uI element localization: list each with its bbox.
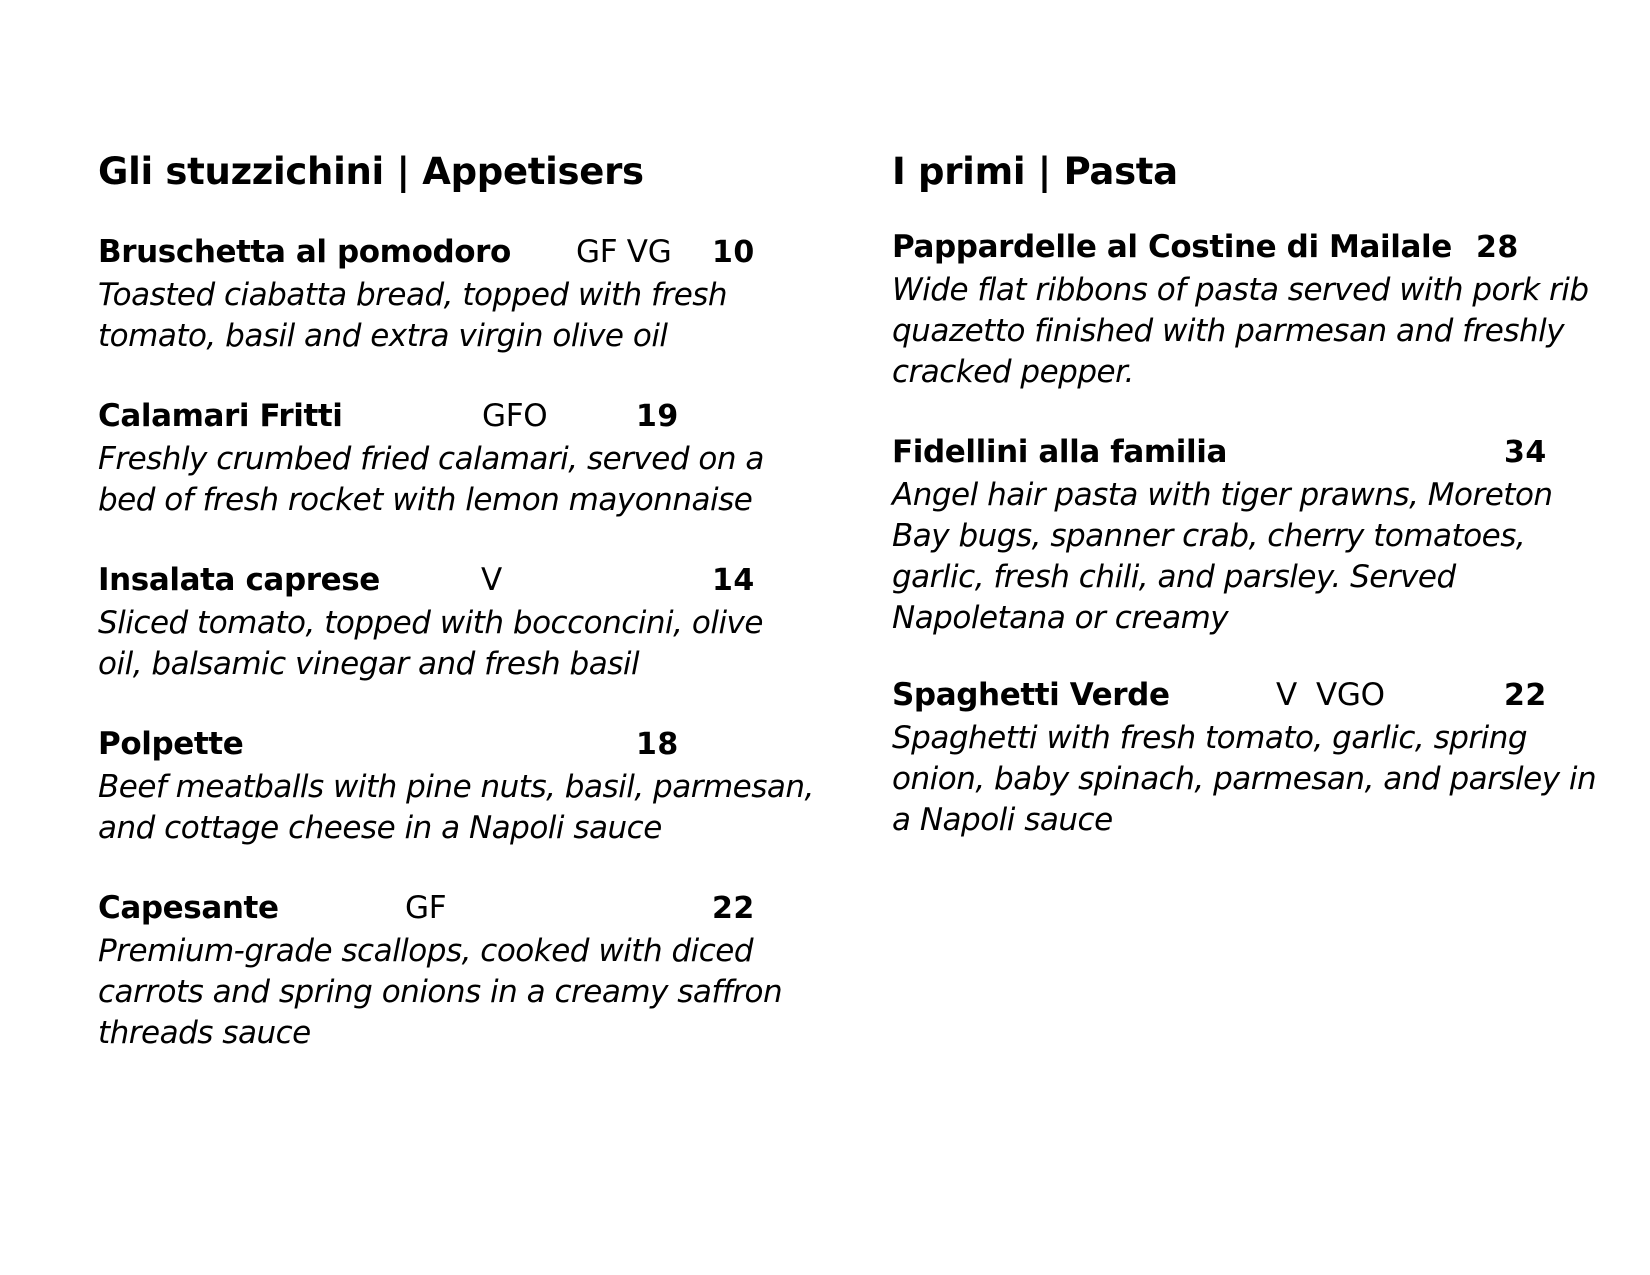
menu-item-price: 22 — [1504, 678, 1547, 713]
menu-item-name: Capesante — [98, 890, 279, 926]
description-line: Spaghetti with fresh tomato, garlic, spring — [892, 720, 1528, 756]
description-line: Toasted ciabatta bread, topped with fresh — [98, 277, 728, 313]
menu-item-polpette — [98, 726, 814, 849]
menu-item-header — [98, 890, 782, 931]
description-line: Napoletana or creamy — [892, 600, 1229, 636]
description-line: threads sauce — [98, 1015, 311, 1051]
menu-item-name: Polpette — [98, 726, 244, 762]
description-line: oil, balsamic vinegar and fresh basil — [98, 646, 640, 682]
description-line: carrots and spring onions in a creamy saffron — [98, 974, 783, 1010]
menu-item-header — [892, 229, 1589, 270]
description-line: garlic, fresh chili, and parsley. Served — [892, 559, 1456, 595]
description-line: Sliced tomato, topped with bocconcini, olive — [98, 605, 763, 641]
description-line: Freshly crumbed fried calamari, served on a — [98, 441, 764, 477]
menu-item-price: 34 — [1504, 435, 1547, 470]
description-line: bed of fresh rocket with lemon mayonnaise — [98, 482, 753, 518]
menu-item-description — [98, 931, 782, 1054]
menu-item-description — [892, 270, 1589, 393]
menu-item-header — [98, 398, 764, 439]
description-line: quazetto finished with parmesan and freshly — [892, 313, 1565, 349]
section-title-appetisers: Gli stuzzichini | Appetisers — [98, 150, 644, 193]
menu-item-capesante — [98, 890, 782, 1054]
menu-item-description — [98, 275, 727, 357]
menu-item-description — [98, 603, 763, 685]
menu-item-name: Calamari Fritti — [98, 398, 343, 434]
dietary-tags: GF VG — [576, 234, 672, 270]
menu-item-spaghetti-verde — [892, 677, 1596, 841]
description-line: tomato, basil and extra virgin olive oil — [98, 318, 668, 354]
dietary-tags: V VGO — [1276, 677, 1385, 713]
menu-item-insalata-caprese — [98, 562, 763, 685]
menu-item-header — [98, 726, 814, 767]
description-line: cracked pepper. — [892, 354, 1134, 390]
description-line: Angel hair pasta with tiger prawns, Moreton — [892, 477, 1553, 513]
menu-item-price: 19 — [636, 399, 679, 434]
description-line: and cottage cheese in a Napoli sauce — [98, 810, 662, 846]
menu-item-description — [98, 767, 814, 849]
menu-item-bruschetta — [98, 234, 755, 357]
menu-item-description — [98, 439, 764, 521]
description-line: a Napoli sauce — [892, 802, 1113, 838]
description-line: Wide flat ribbons of pasta served with pork rib — [892, 272, 1589, 308]
dietary-tags: GFO — [482, 398, 548, 434]
menu-item-name: Pappardelle al Costine di Mailale — [892, 229, 1452, 265]
appetisers-section — [98, 150, 818, 1051]
menu-item-price: 18 — [636, 727, 679, 762]
menu-item-description — [892, 718, 1596, 841]
menu-item-pappardelle — [892, 229, 1589, 393]
menu-item-price: 22 — [712, 891, 755, 926]
menu-item-header — [892, 434, 1553, 475]
pasta-section — [892, 150, 1612, 838]
menu-item-description — [892, 475, 1553, 639]
menu-item-name: Bruschetta al pomodoro — [98, 234, 511, 270]
description-line: Bay bugs, spanner crab, cherry tomatoes, — [892, 518, 1526, 554]
menu-item-fidellini — [892, 434, 1553, 639]
description-line: Beef meatballs with pine nuts, basil, parmesan, — [98, 769, 814, 805]
menu-item-header — [98, 562, 763, 603]
menu-item-price: 28 — [1476, 230, 1519, 265]
menu-item-name: Insalata caprese — [98, 562, 380, 598]
description-line: Premium-grade scallops, cooked with diced — [98, 933, 754, 969]
dietary-tags: GF — [405, 890, 447, 926]
menu-item-name: Spaghetti Verde — [892, 677, 1170, 713]
menu-item-name: Fidellini alla familia — [892, 434, 1227, 470]
menu-item-header — [892, 677, 1596, 718]
section-title-pasta: I primi | Pasta — [892, 150, 1178, 193]
menu-item-calamari — [98, 398, 764, 521]
menu-item-header — [98, 234, 755, 275]
dietary-tags: V — [481, 562, 502, 598]
description-line: onion, baby spinach, parmesan, and parsley in — [892, 761, 1597, 797]
menu-item-price: 10 — [712, 235, 755, 270]
menu-item-price: 14 — [712, 563, 755, 598]
